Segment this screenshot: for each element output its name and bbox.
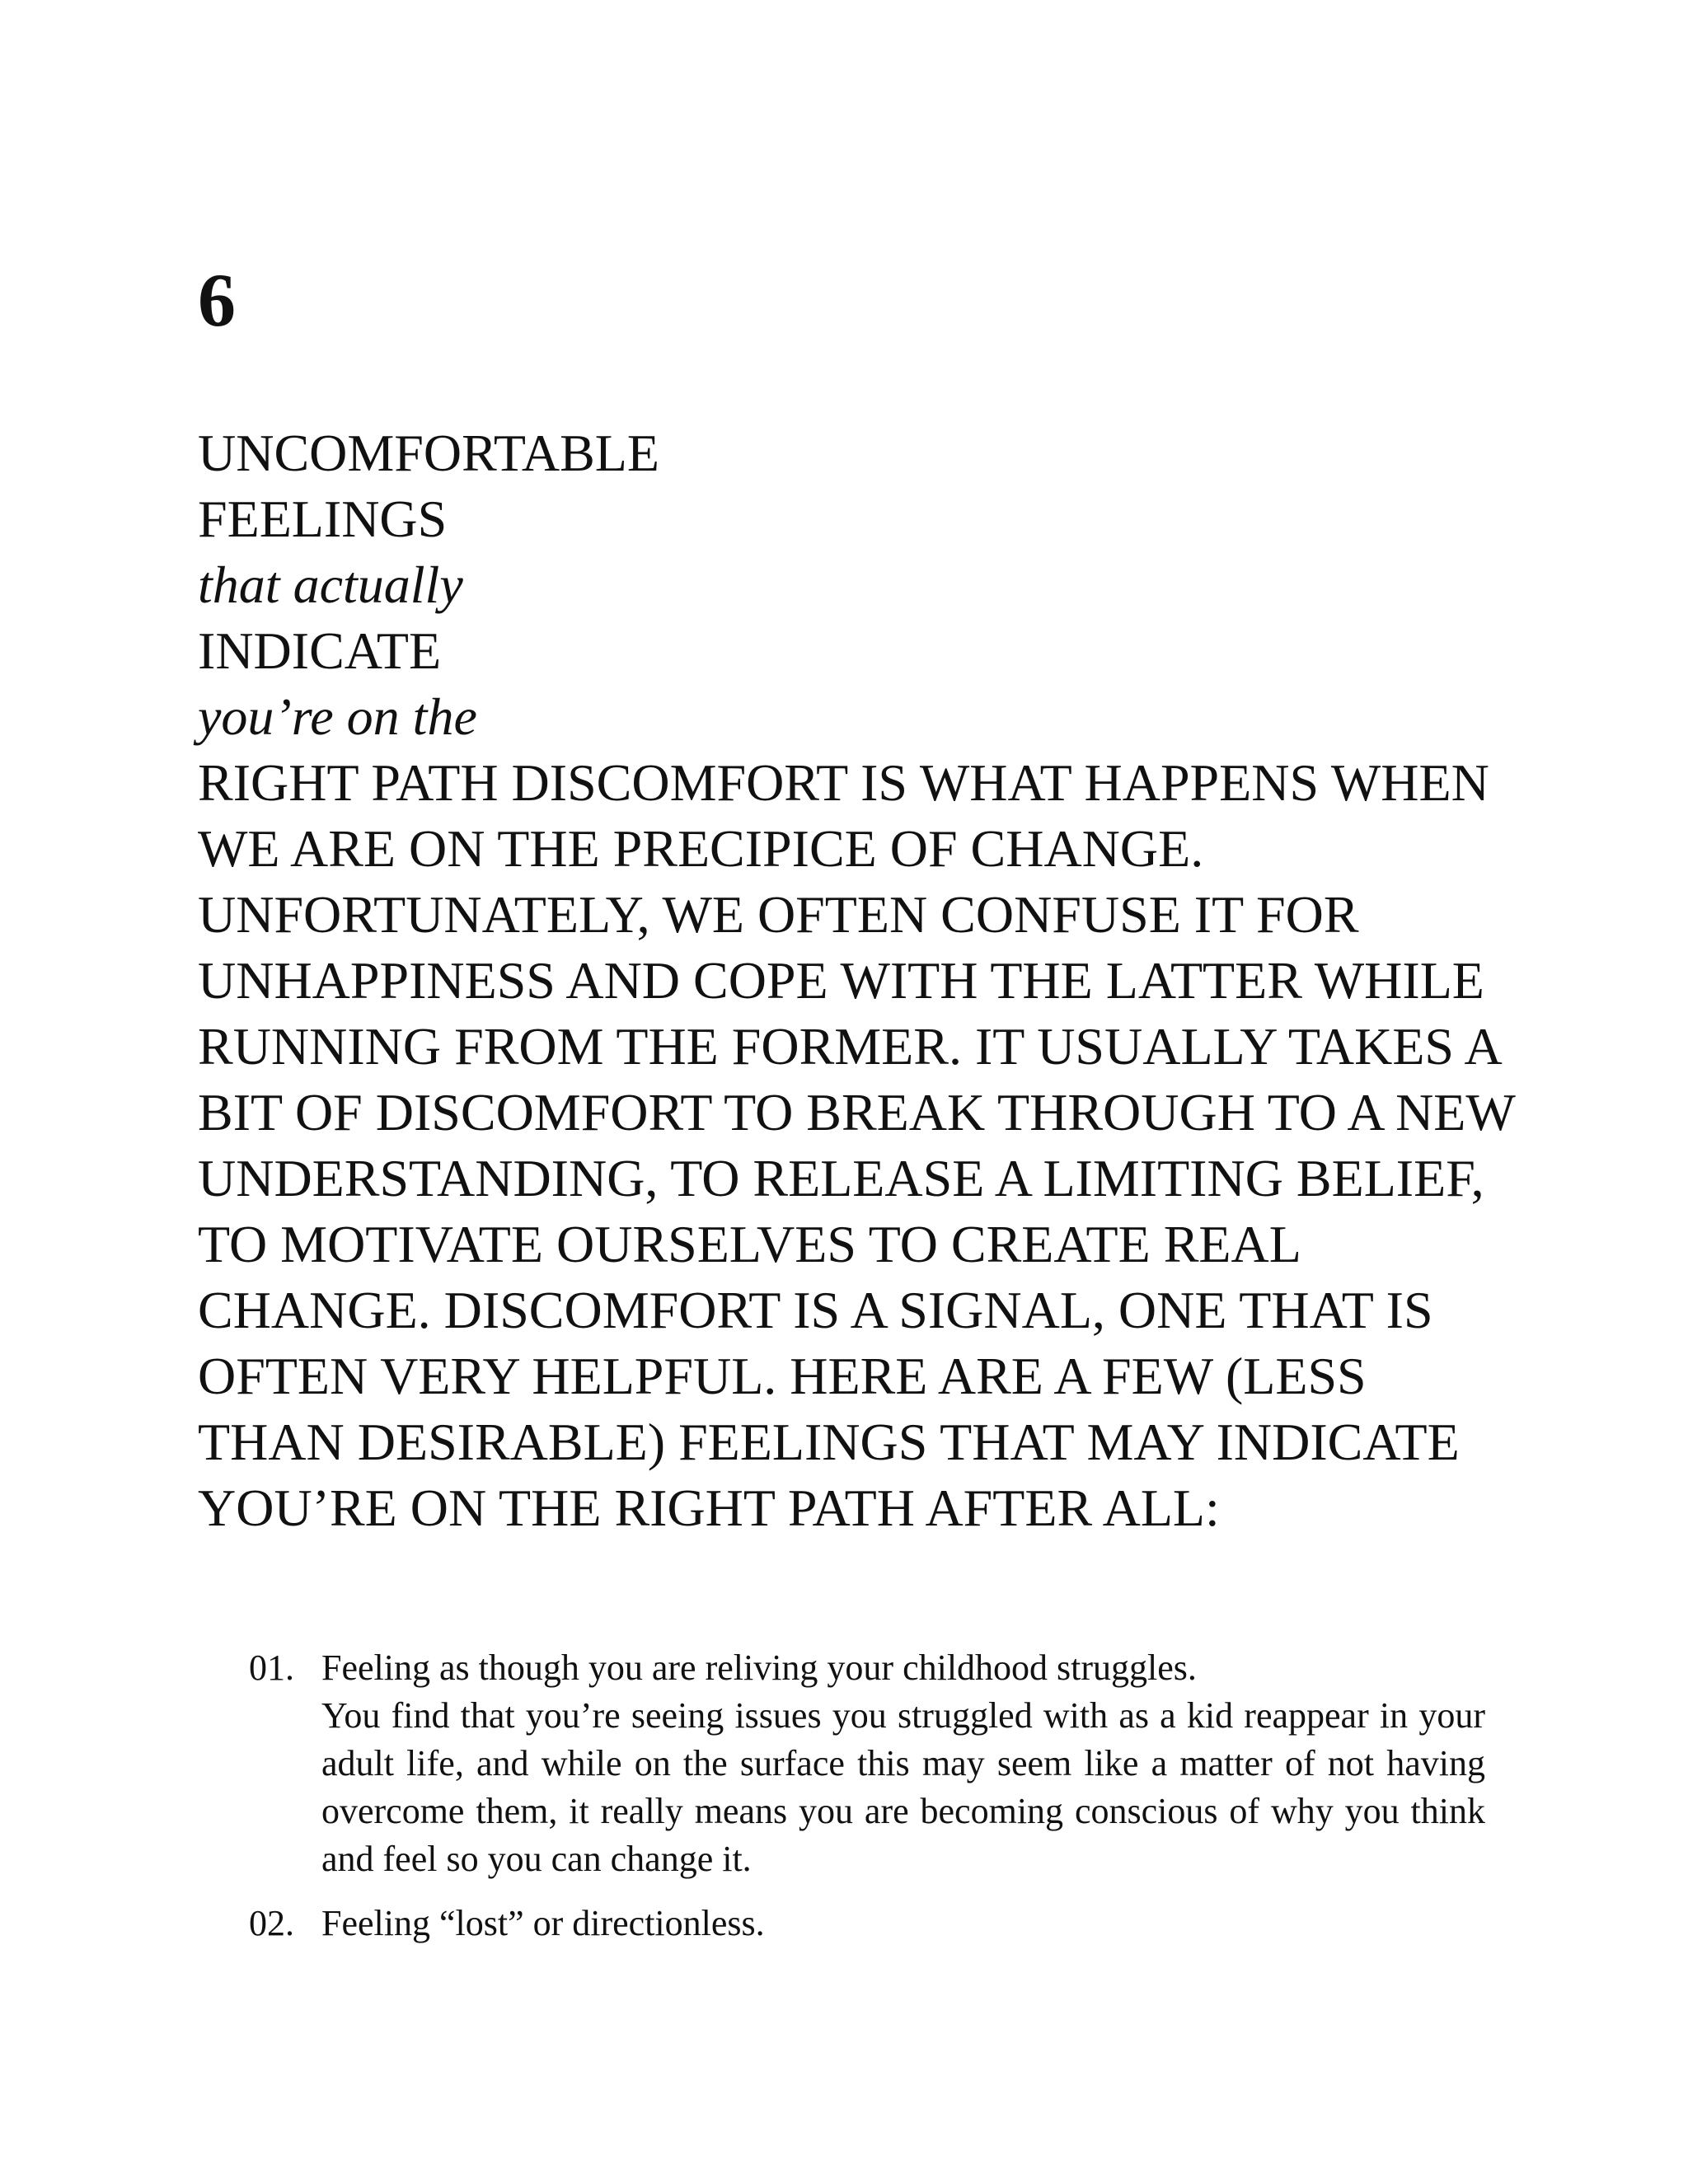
list-item xyxy=(198,1644,1485,1883)
list-item-description: You find that you’re seeing issues you struggled with as a kid reappear in your adult life, and while on the surface this may seem like a matter of not having overcome them, it really means you are becoming conscious of why you think and feel so you can change it. xyxy=(321,1695,1485,1879)
intro-paragraph: RIGHT PATH DISCOMFORT IS WHAT HAPPENS WHEN WE ARE ON THE PRECIPICE OF CHANGE. UNFORTUNATELY, WE OFTEN CONFUSE IT FOR UNHAPPINESS AND COPE WITH THE LATTER WHILE RUNNING FROM THE FORMER. IT USUALLY TAKES A BIT OF DISCOMFORT TO BREAK THROUGH TO A NEW UNDERSTANDING, TO RELEASE A LIMITING BELIEF, TO MOTIVATE OURSELVES TO CREATE REAL CHANGE. DISCOMFORT IS A SIGNAL, ONE THAT IS OFTEN VERY HELPFUL. HERE ARE A FEW (LESS THAN DESIRABLE) FEELINGS THAT MAY INDICATE YOU’RE ON THE RIGHT PATH AFTER ALL: xyxy=(198,753,1515,1537)
chapter-number: 6 xyxy=(198,258,236,342)
list-item-heading: Feeling “lost” or directionless. xyxy=(321,1903,765,1943)
title-line-2: FEELINGS xyxy=(198,490,448,548)
chapter-title xyxy=(198,420,1517,1541)
title-line-5: you’re on the xyxy=(198,687,477,746)
title-line-4: INDICATE xyxy=(198,621,442,680)
title-line-1: UNCOMFORTABLE xyxy=(198,424,659,482)
list-item-number: 02. xyxy=(249,1903,294,1943)
feelings-list xyxy=(198,1644,1485,1964)
list-item xyxy=(198,1900,1485,1947)
list-item-number: 01. xyxy=(249,1647,294,1688)
title-line-3: that actually xyxy=(198,555,463,614)
list-item-heading: Feeling as though you are reliving your childhood struggles. xyxy=(321,1647,1197,1688)
